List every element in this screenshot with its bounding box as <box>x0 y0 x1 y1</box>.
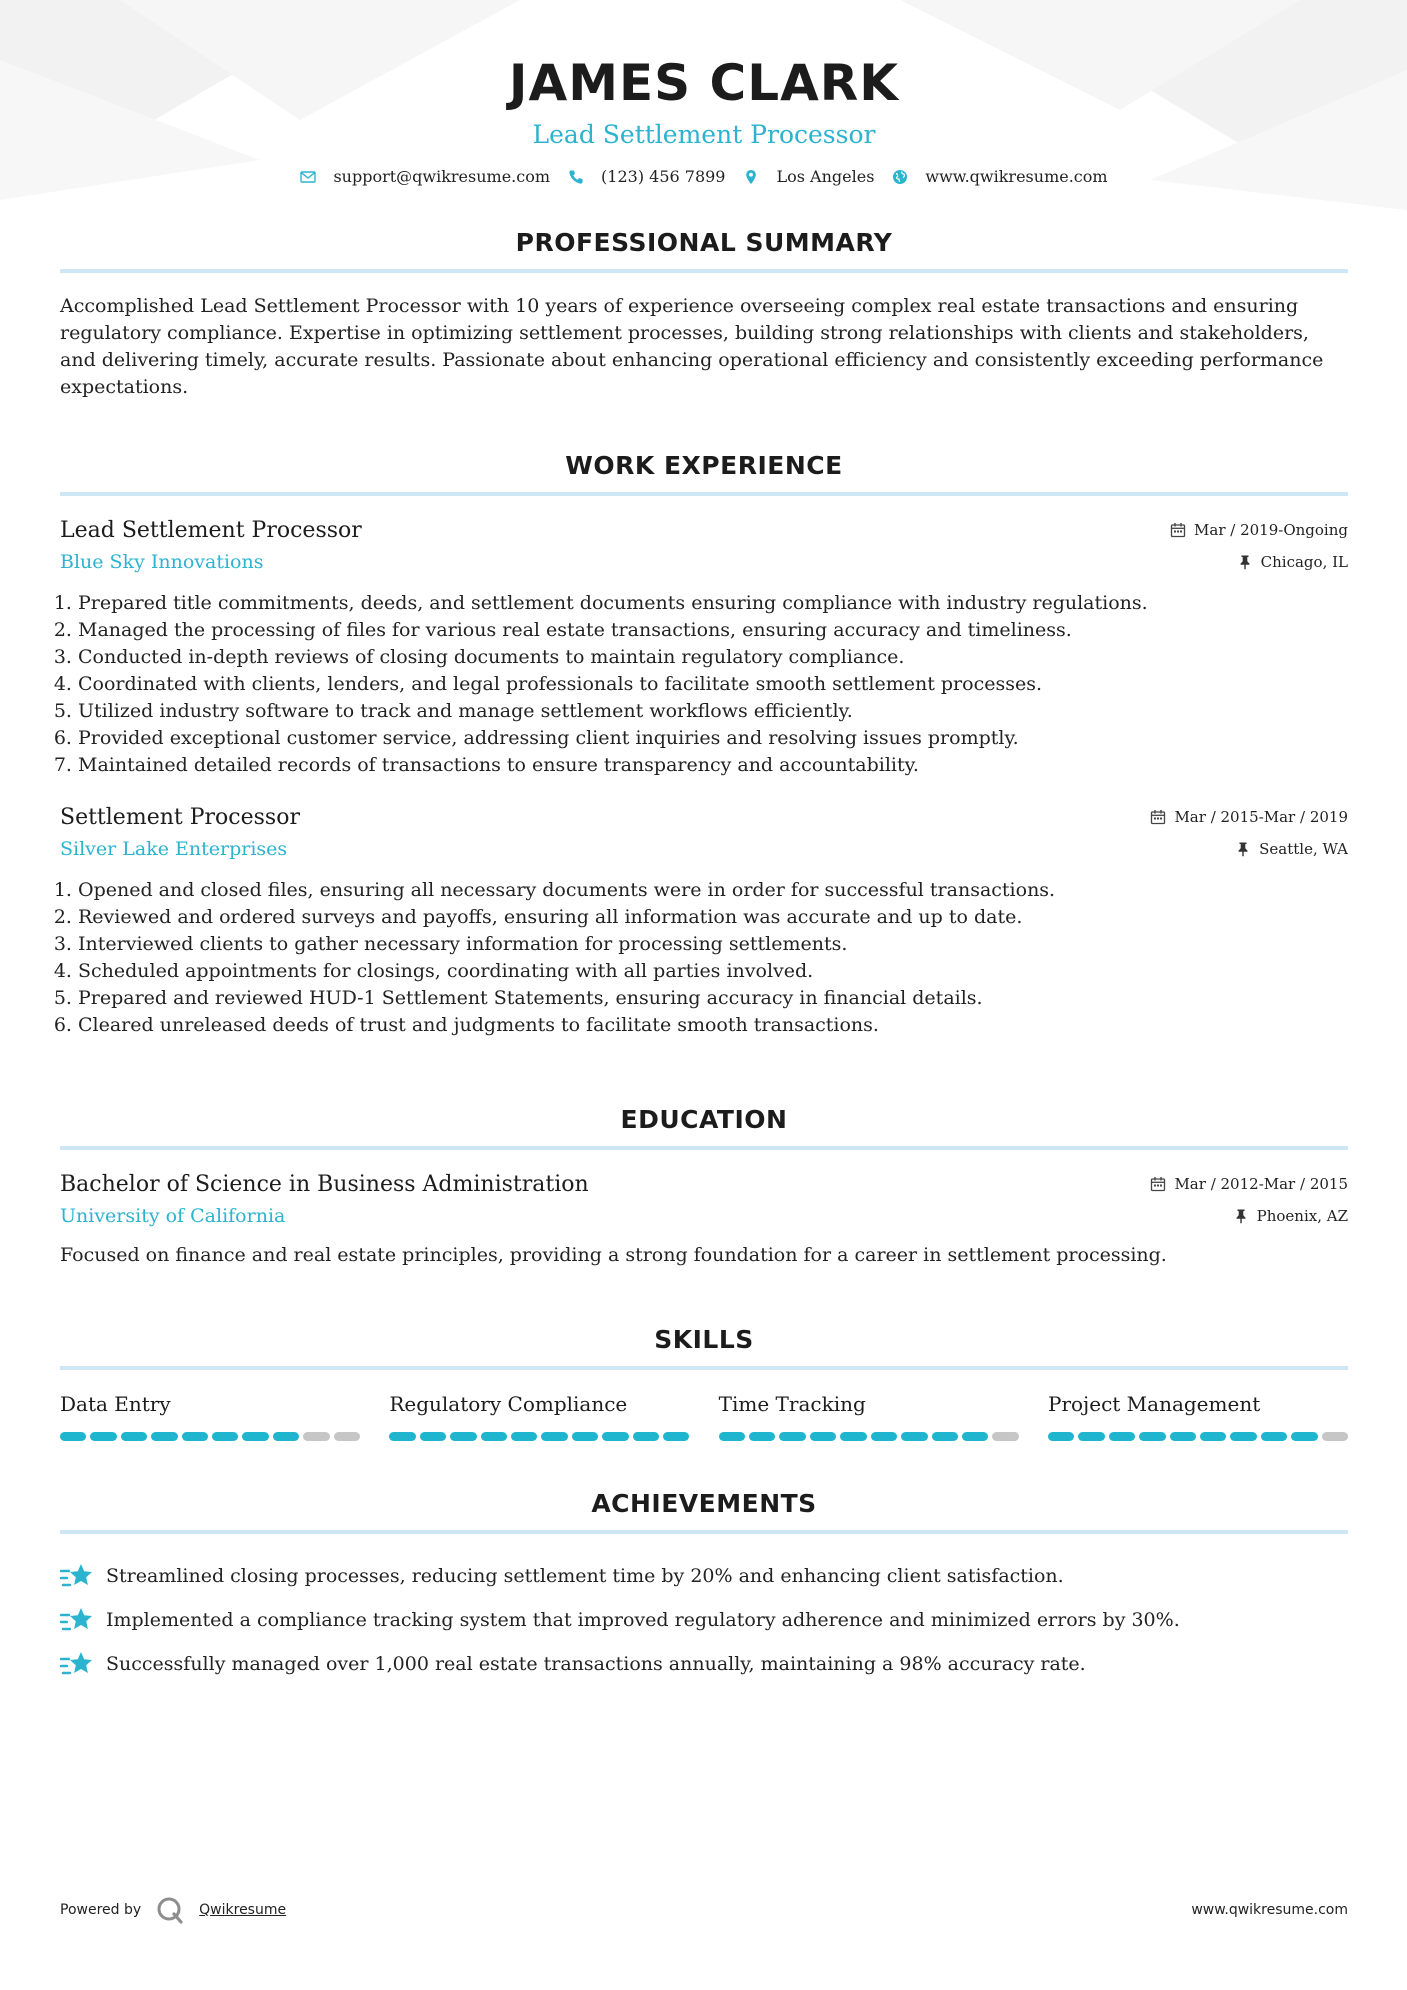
duty-item: 4. Scheduled appointments for closings, coordinating with all parties involved. <box>78 958 1348 985</box>
skill-level-segment <box>633 1432 659 1441</box>
skills-divider <box>60 1366 1348 1370</box>
skill-name: Project Management <box>1047 1392 1261 1416</box>
contact-bar <box>60 167 1348 186</box>
achievement-text: Implemented a compliance tracking system that improved regulatory adherence and minimized errors by 30%. <box>106 1609 1180 1631</box>
powered-by-label: Powered by <box>60 1902 142 1918</box>
school-name: University of California <box>60 1205 286 1227</box>
skill-level-segment <box>212 1432 238 1441</box>
education-location: Phoenix, AZ <box>1256 1207 1348 1225</box>
email-text: support@qwikresume.com <box>333 167 551 186</box>
duty-item: 1. Prepared title commitments, deeds, and settlement documents ensuring compliance with industry regulations. <box>78 590 1348 617</box>
job-location: Seattle, WA <box>1259 840 1348 858</box>
duty-item: 4. Coordinated with clients, lenders, and legal professionals to facilitate smooth settlement processes. <box>78 671 1348 698</box>
phone-text: (123) 456 7899 <box>601 167 726 186</box>
map-pin-icon <box>743 169 759 185</box>
skill-name: Time Tracking <box>718 1392 866 1416</box>
skill-level-segment <box>1139 1432 1165 1441</box>
skill-level-segment <box>273 1432 299 1441</box>
skill-level-bar <box>389 1432 689 1441</box>
calendar-icon <box>1150 809 1166 825</box>
skill-level-segment <box>992 1432 1018 1441</box>
skill-level-segment <box>810 1432 836 1441</box>
job-company: Blue Sky Innovations <box>60 551 264 573</box>
education-description: Focused on finance and real estate principles, providing a strong foundation for a career in settlement processing. <box>60 1244 1167 1266</box>
skill-level-segment <box>1109 1432 1135 1441</box>
achievement-item <box>60 1554 1348 1598</box>
achievements-heading: ACHIEVEMENTS <box>591 1489 817 1518</box>
duty-item: 6. Cleared unreleased deeds of trust and judgments to facilitate smooth transactions. <box>78 1012 1348 1039</box>
footer-website[interactable]: www.qwikresume.com <box>1191 1902 1348 1918</box>
skill-level-segment <box>901 1432 927 1441</box>
contact-location <box>743 167 874 186</box>
star-award-icon <box>60 1649 94 1679</box>
duty-item: 5. Utilized industry software to track and manage settlement workflows efficiently. <box>78 698 1348 725</box>
job-title: Settlement Processor <box>60 805 300 830</box>
skill-level-segment <box>871 1432 897 1441</box>
skill-level-segment <box>511 1432 537 1441</box>
skill-level-segment <box>303 1432 329 1441</box>
education-divider <box>60 1146 1348 1150</box>
education-dates: Mar / 2012-Mar / 2015 <box>1174 1175 1348 1193</box>
resume-page <box>60 0 1348 1686</box>
skill-name: Data Entry <box>60 1392 171 1416</box>
skill-level-segment <box>90 1432 116 1441</box>
skill-level-segment <box>663 1432 689 1441</box>
skill-level-segment <box>602 1432 628 1441</box>
duty-item: 2. Reviewed and ordered surveys and payoffs, ensuring all information was accurate and up to date. <box>78 904 1348 931</box>
skill-level-segment <box>1291 1432 1317 1441</box>
contact-email[interactable] <box>300 167 550 186</box>
skill-level-segment <box>572 1432 598 1441</box>
skill-level-bar <box>1048 1432 1348 1441</box>
globe-icon <box>892 169 908 185</box>
envelope-icon <box>300 169 316 185</box>
summary-heading: PROFESSIONAL SUMMARY <box>515 228 893 257</box>
skill-level-segment <box>1200 1432 1226 1441</box>
contact-phone[interactable] <box>568 167 725 186</box>
skills-list <box>60 1392 1348 1441</box>
skill-level-segment <box>1230 1432 1256 1441</box>
achievements-list <box>60 1554 1348 1686</box>
qwikresume-link[interactable]: Qwikresume <box>199 1902 287 1918</box>
skill-item <box>1048 1392 1348 1441</box>
skill-level-segment <box>1322 1432 1348 1441</box>
skill-level-segment <box>1170 1432 1196 1441</box>
summary-text: Accomplished Lead Settlement Processor with 10 years of experience overseeing complex real estate transactions and ensuring regulatory compliance. Expertise in optimizing settlement processes, building strong relationships with clients and stakeholders, and delivering timely, accurate results. Passionate about enhancing operational efficiency and consistently exceeding performance expectations. <box>60 295 1324 398</box>
pushpin-icon <box>1233 1208 1249 1224</box>
experience-section <box>60 451 1348 1039</box>
skill-level-segment <box>1078 1432 1104 1441</box>
skill-level-bar <box>719 1432 1019 1441</box>
skill-level-segment <box>481 1432 507 1441</box>
resume-header <box>60 0 1348 186</box>
skill-level-segment <box>242 1432 268 1441</box>
achievement-item <box>60 1642 1348 1686</box>
skill-level-segment <box>541 1432 567 1441</box>
location-text: Los Angeles <box>776 167 875 186</box>
duty-item: 1. Opened and closed files, ensuring all necessary documents were in order for successful transactions. <box>78 877 1348 904</box>
duty-item: 2. Managed the processing of files for various real estate transactions, ensuring accuracy and timeliness. <box>78 617 1348 644</box>
skill-level-segment <box>932 1432 958 1441</box>
skill-level-segment <box>182 1432 208 1441</box>
education-heading: EDUCATION <box>620 1105 788 1134</box>
pushpin-icon <box>1237 554 1253 570</box>
summary-divider <box>60 269 1348 273</box>
skill-level-segment <box>60 1432 86 1441</box>
skill-level-segment <box>420 1432 446 1441</box>
star-award-icon <box>60 1605 94 1635</box>
contact-website[interactable] <box>892 167 1107 186</box>
star-award-icon <box>60 1561 94 1591</box>
skill-level-segment <box>151 1432 177 1441</box>
calendar-icon <box>1150 1176 1166 1192</box>
duty-item: 7. Maintained detailed records of transactions to ensure transparency and accountability. <box>78 752 1348 779</box>
website-text: www.qwikresume.com <box>925 167 1108 186</box>
job-duties <box>60 877 1348 1039</box>
skill-item <box>719 1392 1019 1441</box>
achievement-text: Streamlined closing processes, reducing settlement time by 20% and enhancing client satisfaction. <box>106 1565 1064 1587</box>
duty-item: 3. Interviewed clients to gather necessary information for processing settlements. <box>78 931 1348 958</box>
skill-item <box>60 1392 360 1441</box>
job-entry <box>60 805 1348 1039</box>
powered-by <box>60 1895 286 1925</box>
skill-level-segment <box>121 1432 147 1441</box>
achievements-divider <box>60 1530 1348 1534</box>
skill-level-segment <box>1261 1432 1287 1441</box>
skill-level-segment <box>779 1432 805 1441</box>
duty-item: 6. Provided exceptional customer service, addressing client inquiries and resolving issues promptly. <box>78 725 1348 752</box>
skill-level-bar <box>60 1432 360 1441</box>
achievement-item <box>60 1598 1348 1642</box>
skill-level-segment <box>719 1432 745 1441</box>
achievement-text: Successfully managed over 1,000 real estate transactions annually, maintaining a 98% accuracy rate. <box>106 1653 1086 1675</box>
job-dates: Mar / 2015-Mar / 2019 <box>1174 808 1348 826</box>
skill-name: Regulatory Compliance <box>389 1392 628 1416</box>
skill-level-segment <box>962 1432 988 1441</box>
skill-level-segment <box>389 1432 415 1441</box>
job-dates: Mar / 2019-Ongoing <box>1194 521 1348 539</box>
skill-level-segment <box>334 1432 360 1441</box>
skills-section <box>60 1325 1348 1441</box>
education-section <box>60 1105 1348 1269</box>
skill-level-segment <box>840 1432 866 1441</box>
pushpin-icon <box>1235 841 1251 857</box>
skills-heading: SKILLS <box>654 1325 754 1354</box>
skill-item <box>389 1392 689 1441</box>
candidate-role: Lead Settlement Processor <box>532 120 876 149</box>
job-duties <box>60 590 1348 779</box>
experience-heading: WORK EXPERIENCE <box>565 451 843 480</box>
skill-level-segment <box>1048 1432 1074 1441</box>
qwikresume-logo-icon <box>155 1895 185 1925</box>
phone-icon <box>568 169 584 185</box>
experience-divider <box>60 492 1348 496</box>
candidate-name: JAMES CLARK <box>508 54 900 112</box>
footer <box>60 1895 1348 1925</box>
calendar-icon <box>1170 522 1186 538</box>
job-entry <box>60 518 1348 779</box>
skill-level-segment <box>749 1432 775 1441</box>
job-location: Chicago, IL <box>1260 553 1348 571</box>
duty-item: 5. Prepared and reviewed HUD-1 Settlement Statements, ensuring accuracy in financial details. <box>78 985 1348 1012</box>
job-company: Silver Lake Enterprises <box>60 838 288 860</box>
duty-item: 3. Conducted in-depth reviews of closing documents to maintain regulatory compliance. <box>78 644 1348 671</box>
skill-level-segment <box>450 1432 476 1441</box>
achievements-section <box>60 1489 1348 1686</box>
job-title: Lead Settlement Processor <box>60 518 362 543</box>
summary-section <box>60 228 1348 401</box>
degree-title: Bachelor of Science in Business Administration <box>60 1172 589 1197</box>
